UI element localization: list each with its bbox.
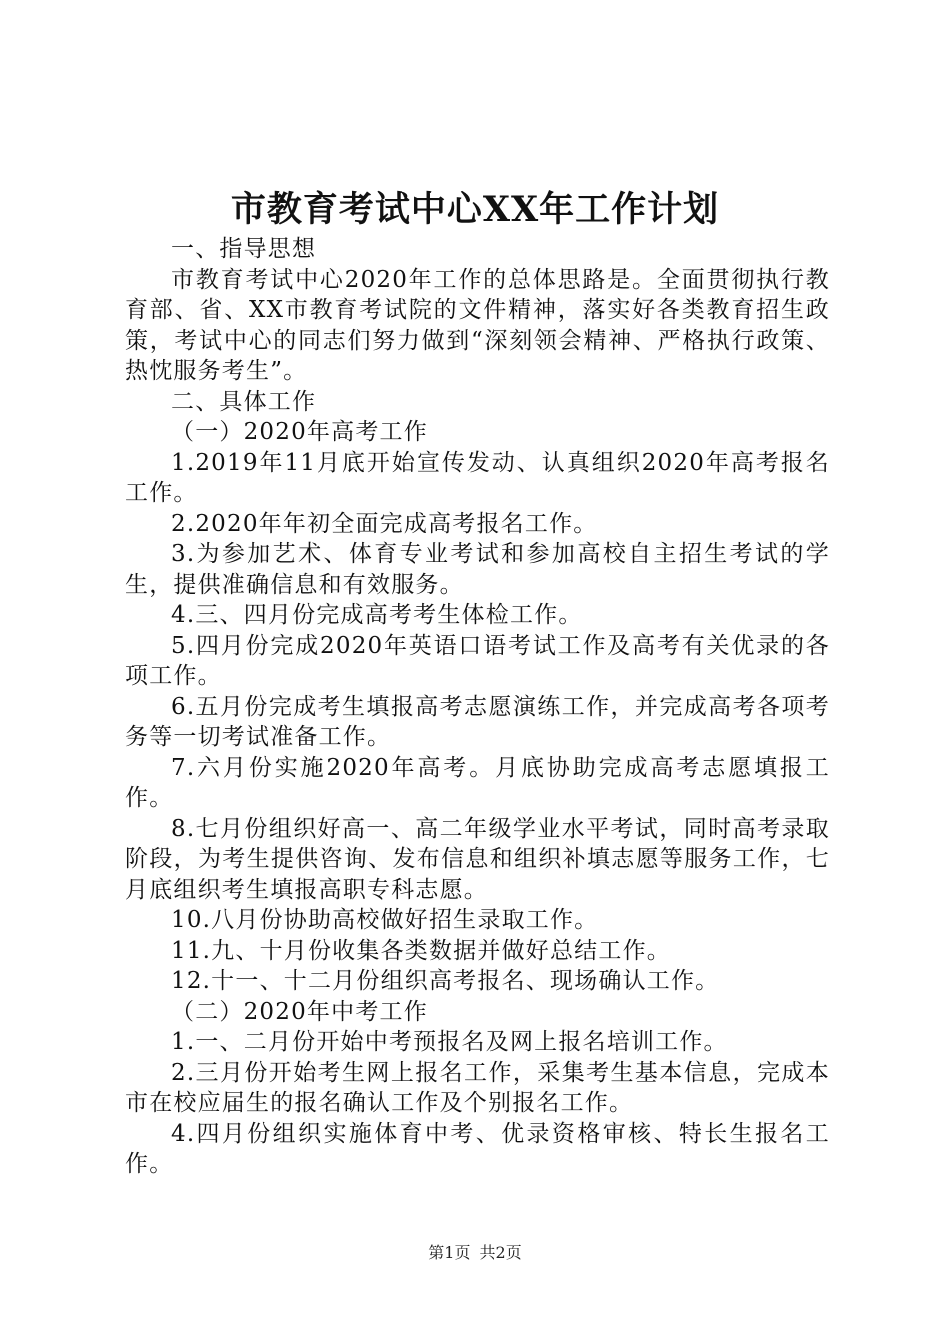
subsection-heading: （一）2020年高考工作	[171, 419, 428, 445]
list-item: 11.九、十月份收集各类数据并做好总结工作。	[171, 937, 671, 964]
section-heading: 一、指导思想	[171, 236, 317, 262]
list-item: 10.八月份协助高校做好招生录取工作。	[171, 907, 599, 933]
section-heading: 二、具体工作	[171, 388, 317, 415]
page-footer	[0, 1242, 950, 1264]
document-body	[125, 234, 830, 1180]
list-item: 5.四月份完成2020年英语口语考试工作及高考有关优录的各项工作。	[125, 632, 830, 689]
document-title: 市教育考试中心XX年工作计划	[230, 189, 720, 230]
paragraph: 市教育考试中心2020年工作的总体思路是。全面贯彻执行教育部、省、XX市教育考试院的文件精神，落实好各类教育招生政策，考试中心的同志们努力做到“深刻领会精神、严格执行政策、热忱服务考生”。	[125, 266, 830, 384]
list-item: 8.七月份组织好高一、高二年级学业水平考试，同时高考录取阶段，为考生提供咨询、发布信息和组织补填志愿等服务工作，七月底组织考生填报高职专科志愿。	[125, 815, 830, 903]
list-item: 2.2020年年初全面完成高考报名工作。	[171, 510, 598, 537]
list-item: 12.十一、十二月份组织高考报名、现场确认工作。	[171, 968, 720, 994]
list-item: 4.三、四月份完成高考考生体检工作。	[171, 602, 583, 628]
list-item: 7.六月份实施2020年高考。月底协助完成高考志愿填报工作。	[125, 754, 830, 811]
list-item: 1.一、二月份开始中考预报名及网上报名培训工作。	[171, 1029, 728, 1055]
list-item: 6.五月份完成考生填报高考志愿演练工作，并完成高考各项考务等一切考试准备工作。	[125, 693, 830, 750]
subsection-heading: （二）2020年中考工作	[171, 998, 428, 1025]
list-item: 1.2019年11月底开始宣传发动、认真组织2020年高考报名工作。	[125, 449, 830, 506]
page-number: 第1页	[428, 1243, 471, 1262]
list-item: 4.四月份组织实施体育中考、优录资格审核、特长生报名工作。	[125, 1120, 830, 1177]
list-item: 3.为参加艺术、体育专业考试和参加高校自主招生考试的学生，提供准确信息和有效服务。	[125, 541, 830, 598]
list-item: 2.三月份开始考生网上报名工作，采集考生基本信息，完成本市在校应届生的报名确认工作及个别报名工作。	[125, 1059, 830, 1116]
page-total: 共2页	[479, 1243, 522, 1262]
